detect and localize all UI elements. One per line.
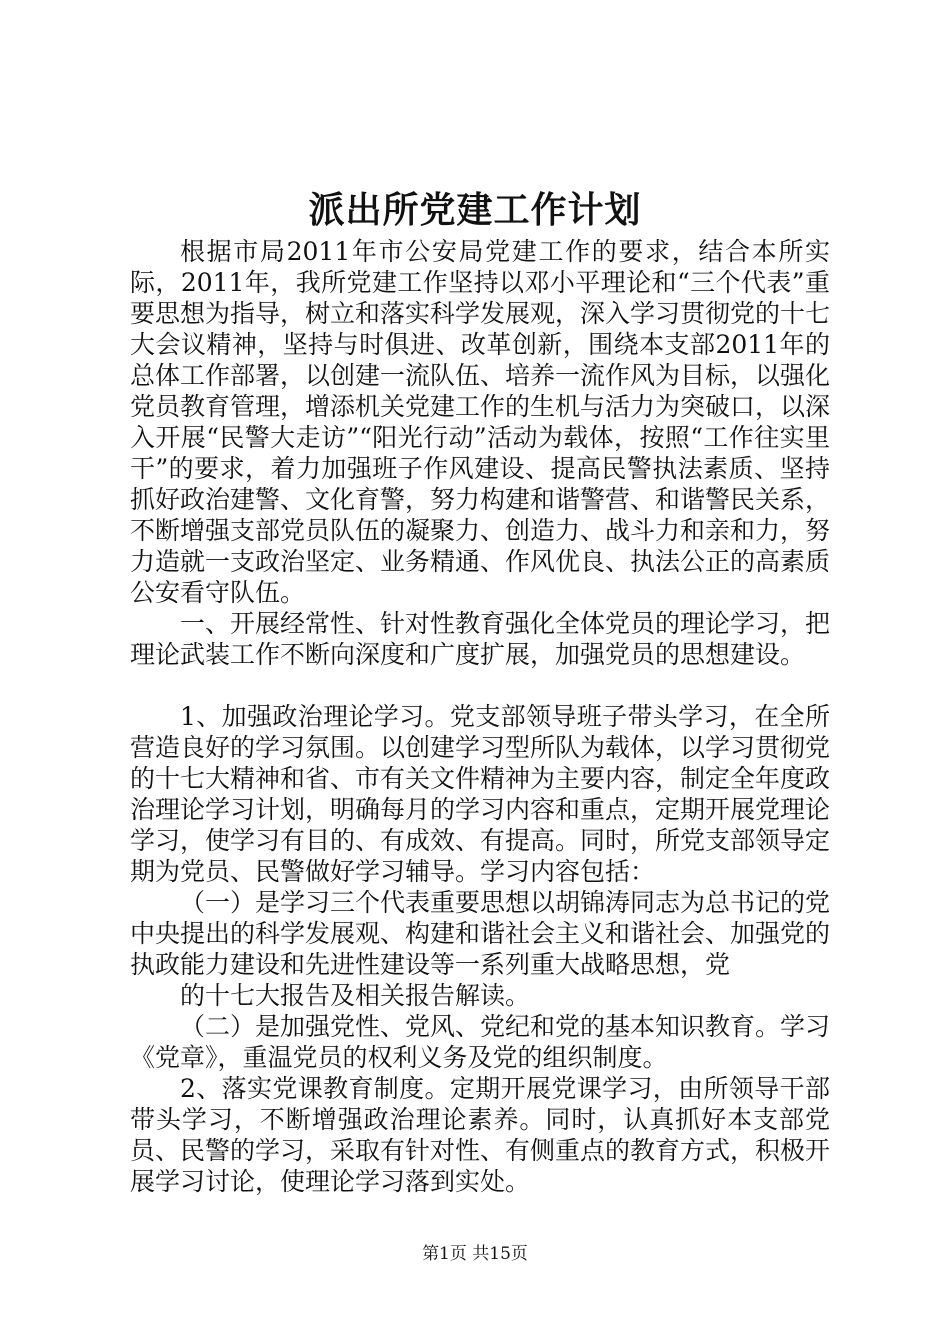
- paragraph-intro: 根据市局2011年市公安局党建工作的要求，结合本所实际，2011年，我所党建工作坚持以邓小平理论和“三个代表”重要思想为指导，树立和落实科学发展观，深入学习贯彻党的十七大会议精神，坚持与时俱进、改革创新，围绕本支部2011年的总体工作部署，以创建一流队伍、培养一流作风为目标，以强化党员教育管理，增添机关党建工作的生机与活力为突破口，以深入开展“民警大走访”“阳光行动”活动为载体，按照“工作往实里干”的要求，着力加强班子作风建设、提高民警执法素质、坚持抓好政治建警、文化育警，努力构建和谐警营、和谐警民关系，不断增强支部党员队伍的凝聚力、创造力、战斗力和亲和力，努力造就一支政治坚定、业务精通、作风优良、执法公正的高素质公安看守队伍。: [130, 237, 831, 607]
- paragraph-subitem-2: （二）是加强党性、党风、党纪和党的基本知识教育。学习《党章》，重温党员的权利义务及党的组织制度。: [130, 1012, 831, 1072]
- paragraph-item-2: 2、落实党课教育制度。定期开展党课学习，由所领导干部带头学习，不断增强政治理论素养。同时，认真抓好本支部党员、民警的学习，采取有针对性、有侧重点的教育方式，积极开展学习讨论，使理论学习落到实处。: [130, 1074, 831, 1196]
- page-title: 派出所党建工作计划: [308, 189, 642, 231]
- page-number-footer: 第1页 共15页: [422, 1244, 528, 1264]
- paragraph-subitem-1-continued: 的十七大报告及相关报告解读。: [180, 981, 531, 1010]
- document-body: [130, 236, 830, 1197]
- paragraph-item-1: 1、加强政治理论学习。党支部领导班子带头学习，在全所营造良好的学习氛围。以创建学习型所队为载体，以学习贯彻党的十七大精神和省、市有关文件精神为主要内容，制定全年度政治理论学习计划，明确每月的学习内容和重点，定期开展党理论学习，使学习有目的、有成效、有提高。同时，所党支部领导定期为党员、民警做好学习辅导。学习内容包括：: [130, 702, 831, 886]
- paragraph-subitem-1: （一）是学习三个代表重要思想以胡锦涛同志为总书记的党中央提出的科学发展观、构建和谐社会主义和谐社会、加强党的执政能力建设和先进性建设等一系列重大战略思想，党: [130, 888, 831, 979]
- paragraph-section-one: 一、开展经常性、针对性教育强化全体党员的理论学习，把理论武装工作不断向深度和广度扩展，加强党员的思想建设。: [130, 609, 831, 669]
